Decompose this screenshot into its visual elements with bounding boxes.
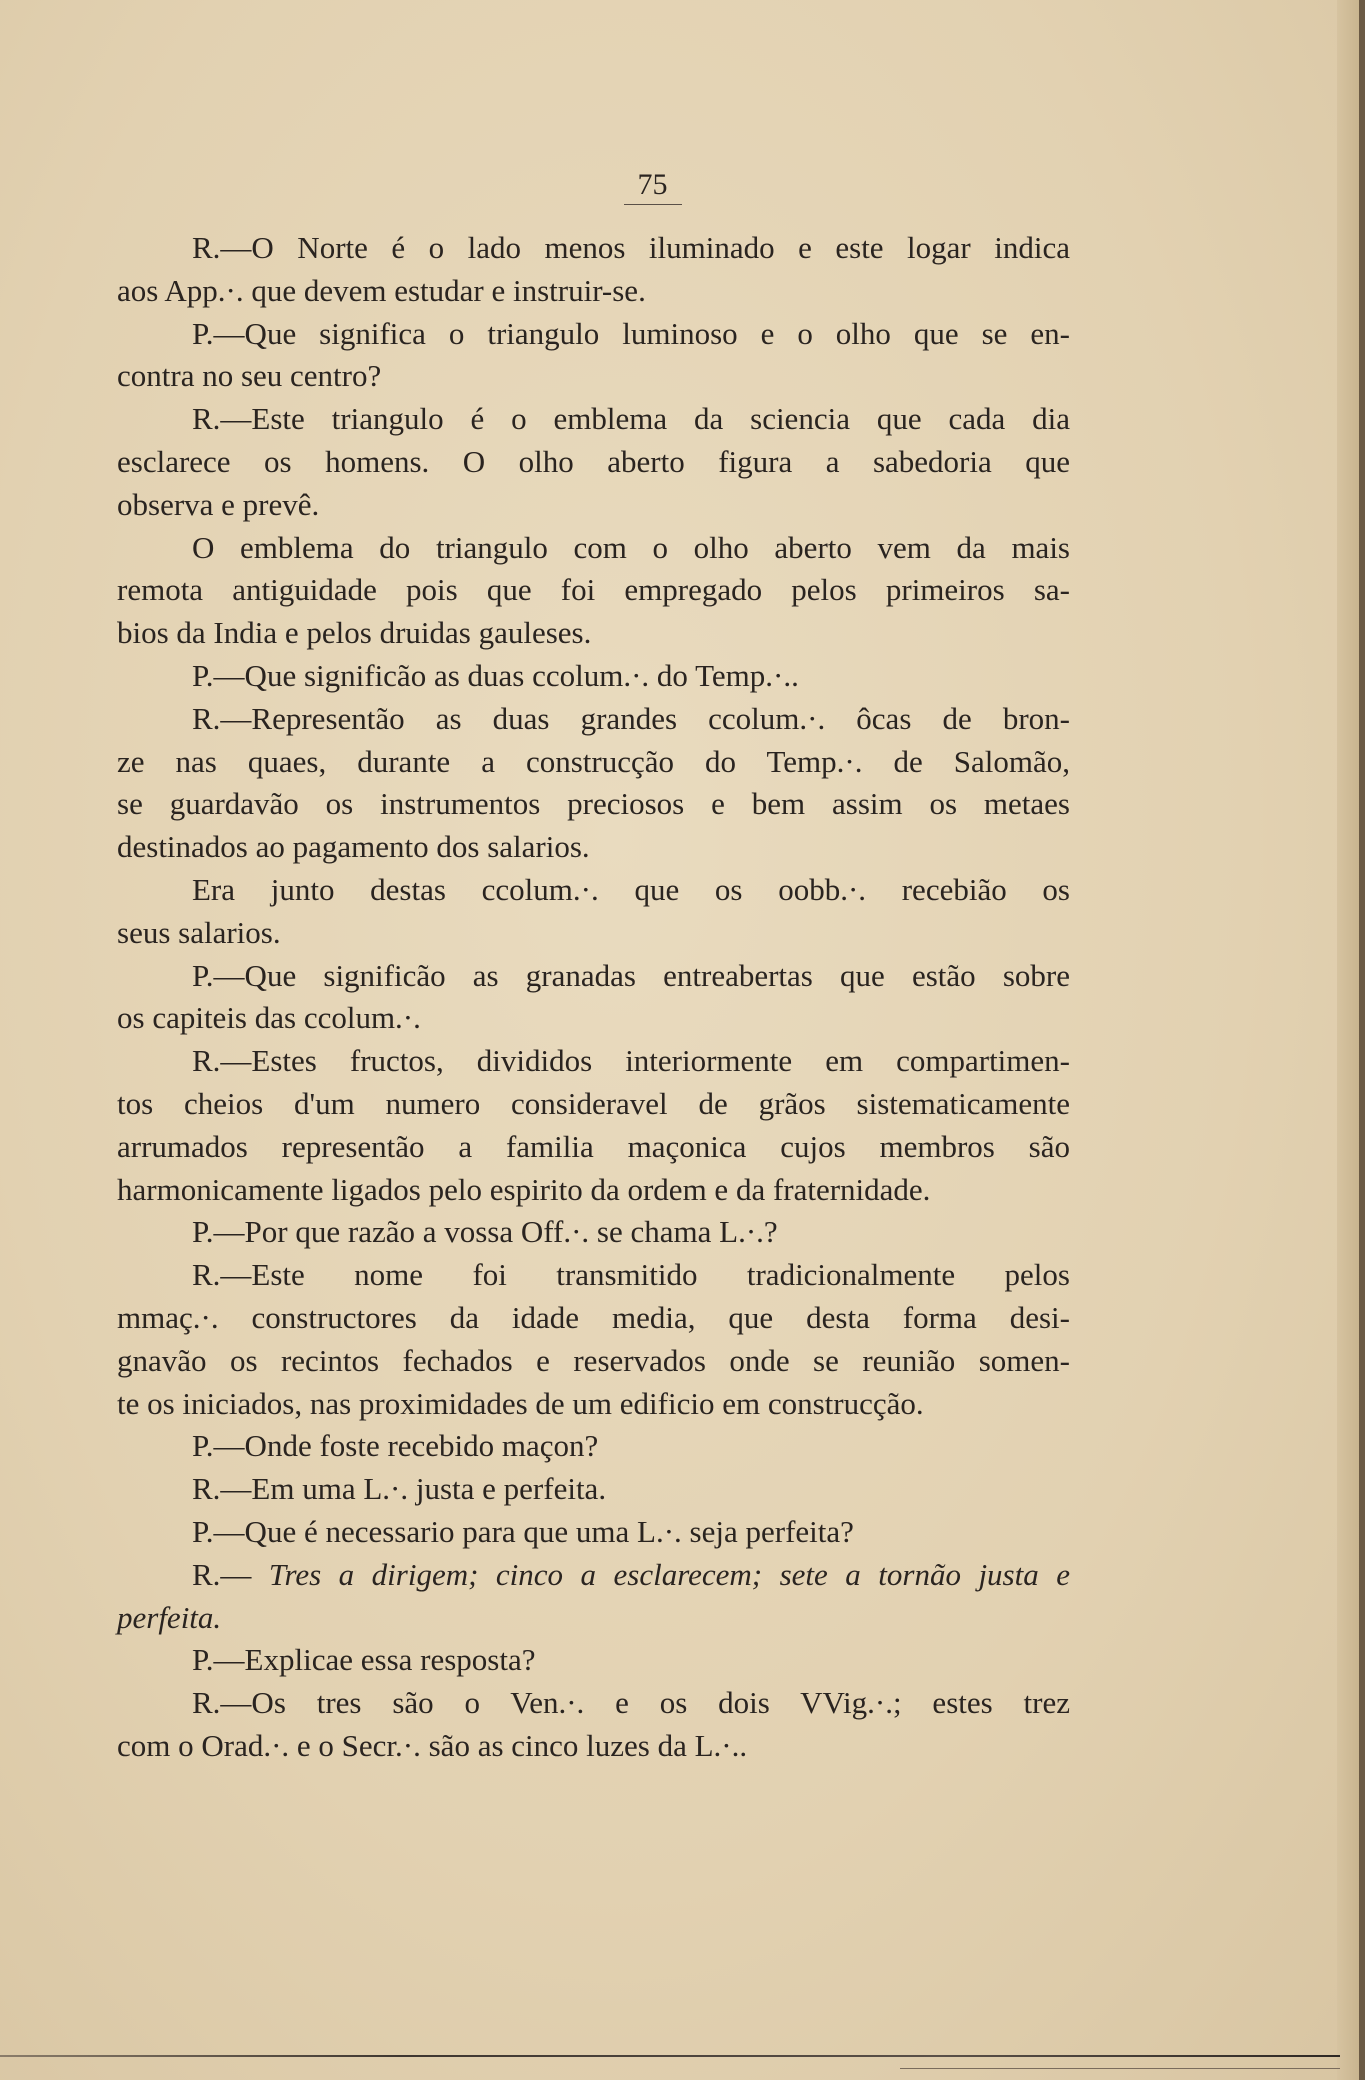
text-line (192, 1555, 1070, 1595)
page-edge (1359, 0, 1365, 2080)
text-line: P.—Por que razão a vossa Off.·. se chama L.·.? (192, 1214, 778, 1250)
answer-prefix: R.— (192, 1556, 269, 1592)
text-line: P.—Que significão as duas ccolum.·. do Temp.·.. (192, 658, 799, 693)
text-line: aos App.·. que devem estudar e instruir-se. (117, 272, 646, 308)
text-line: tos cheios d'um numero consideravel de grãos sistematicamente (117, 1086, 1070, 1121)
text-line: P.—Onde foste recebido maçon? (192, 1428, 599, 1464)
italic-text: perfeita. (117, 1599, 222, 1635)
text-line: P.—Explicae essa resposta? (192, 1642, 536, 1678)
bottom-rule-secondary (900, 2068, 1340, 2069)
text-line: se guardavão os instrumentos preciosos e bem assim os metaes (117, 786, 1070, 822)
text-line: R.—Estes fructos, divididos interiormente em compartimen- (192, 1043, 1070, 1079)
text-line: bios da India e pelos druidas gauleses. (117, 615, 592, 651)
text-line: arrumados representão a familia maçonica cujos membros são (117, 1128, 1070, 1164)
text-line: seus salarios. (117, 914, 281, 950)
text-line: R.—O Norte é o lado menos iluminado e este logar indica (192, 230, 1070, 265)
text-line: mmaç.·. constructores da idade media, que desta forma desi- (117, 1300, 1070, 1335)
text-line: os capiteis das ccolum.·. (117, 1000, 421, 1036)
text-line: P.—Que é necessario para que uma L.·. seja perfeita? (192, 1514, 854, 1549)
text-line: Era junto destas ccolum.·. que os oobb.·. recebião os (192, 872, 1070, 907)
text-line: observa e prevê. (117, 486, 320, 522)
italic-text: Tres a dirigem; cinco a esclarecem; sete a tornão justa e (268, 1556, 1070, 1592)
text-line: R.—Representão as duas grandes ccolum.·. ôcas de bron- (192, 700, 1070, 736)
page-number (0, 168, 1365, 205)
text-line: esclarece os homens. O olho aberto figura a sabedoria que (117, 444, 1070, 479)
text-line: contra no seu centro? (117, 358, 382, 394)
text-line: R.—Em uma L.·. justa e perfeita. (192, 1471, 607, 1507)
text-line: R.—Os tres são o Ven.·. e os dois VVig.·.; estes trez (192, 1685, 1070, 1721)
text-line: R.—Este nome foi transmitido tradicionalmente pelos (192, 1257, 1070, 1293)
text-line: gnavão os recintos fechados e reservados onde se reunião somen- (117, 1342, 1070, 1378)
text-line: remota antiguidade pois que foi empregado pelos primeiros sa- (117, 572, 1070, 608)
page-edge-shadow (1337, 0, 1359, 2080)
text-line: com o Orad.·. e o Secr.·. são as cinco luzes da L.·.. (117, 1728, 748, 1763)
text-line: P.—Que significão as granadas entreabertas que estão sobre (192, 957, 1070, 993)
text-line: destinados ao pagamento dos salarios. (117, 829, 590, 865)
text-line: harmonicamente ligados pelo espirito da ordem e da fraternidade. (117, 1171, 931, 1207)
text-line: P.—Que significa o triangulo luminoso e o olho que se en- (192, 315, 1070, 351)
bottom-rule (0, 2055, 1340, 2057)
text-line: R.—Este triangulo é o emblema da sciencia que cada dia (192, 401, 1070, 437)
text-line (117, 1598, 1070, 1638)
page-number-text: 75 (624, 168, 682, 205)
text-line: te os iniciados, nas proximidades de um edificio em construcção. (117, 1385, 924, 1421)
text-line: O emblema do triangulo com o olho aberto vem da mais (192, 529, 1070, 565)
text-line: ze nas quaes, durante a construcção do Temp.·. de Salomão, (117, 743, 1070, 779)
